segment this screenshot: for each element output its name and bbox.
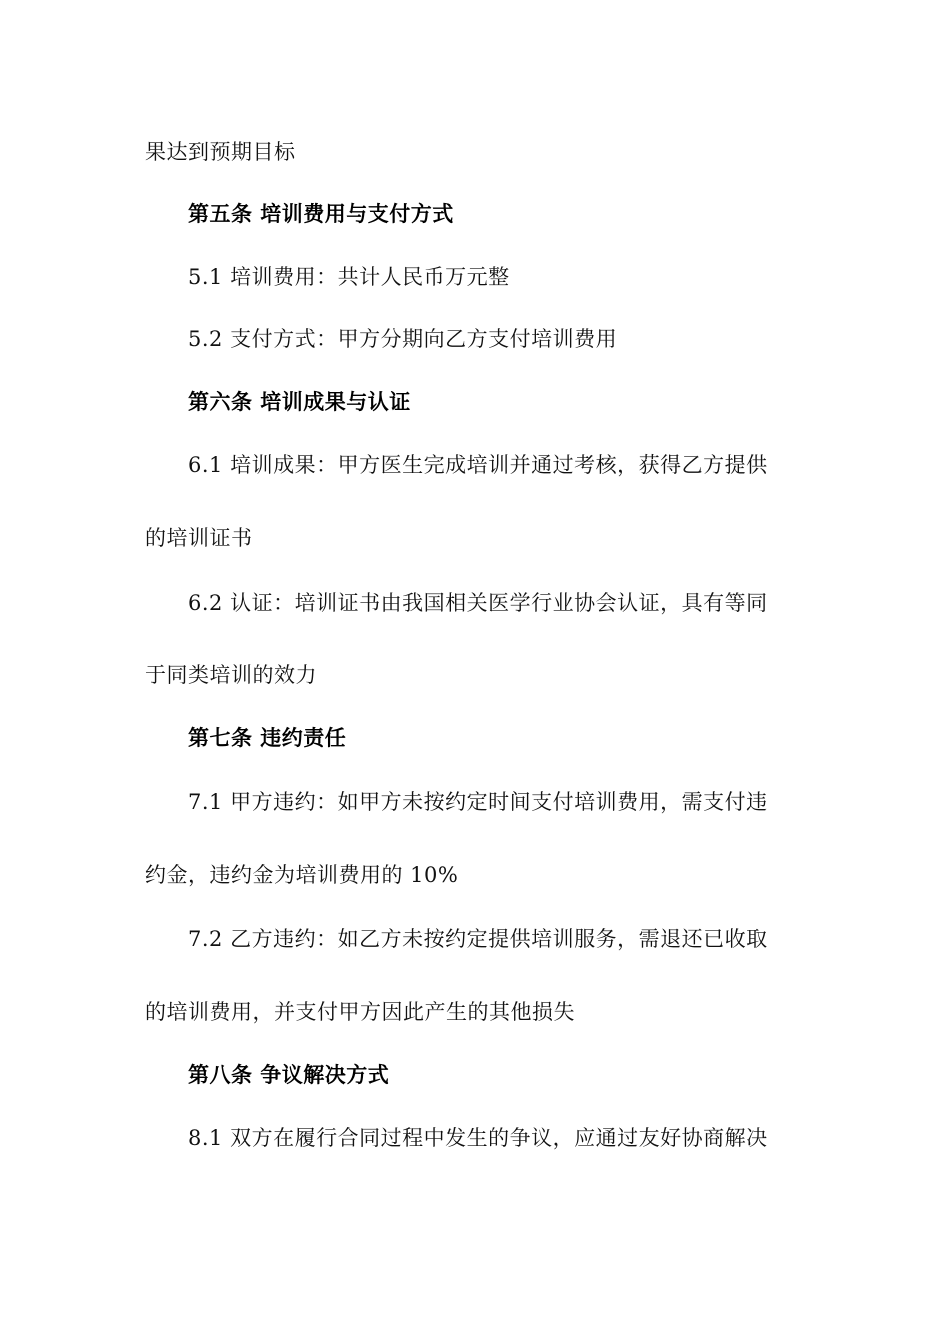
clause-5-2: 5.2 支付方式：甲方分期向乙方支付培训费用 [188, 327, 618, 351]
article-5-heading: 第五条 培训费用与支付方式 [188, 202, 454, 226]
clause-7-2: 7.2 乙方违约：如乙方未按约定提供培训服务，需退还已收取 [188, 927, 768, 951]
paragraph-continuation: 果达到预期目标 [145, 140, 296, 164]
clause-6-2-continuation: 于同类培训的效力 [145, 663, 317, 687]
article-8-heading: 第八条 争议解决方式 [188, 1063, 390, 1087]
article-7-heading: 第七条 违约责任 [188, 726, 347, 750]
clause-8-1: 8.1 双方在履行合同过程中发生的争议，应通过友好协商解决 [188, 1126, 768, 1150]
clause-7-2-continuation: 的培训费用，并支付甲方因此产生的其他损失 [145, 1000, 575, 1024]
clause-7-1-continuation: 约金，违约金为培训费用的 10% [145, 863, 459, 887]
clause-6-1: 6.1 培训成果：甲方医生完成培训并通过考核，获得乙方提供 [188, 453, 768, 477]
clause-6-2: 6.2 认证：培训证书由我国相关医学行业协会认证，具有等同 [188, 591, 768, 615]
clause-7-1: 7.1 甲方违约：如甲方未按约定时间支付培训费用，需支付违 [188, 790, 768, 814]
clause-5-1: 5.1 培训费用：共计人民币万元整 [188, 265, 510, 289]
clause-6-1-continuation: 的培训证书 [145, 526, 253, 550]
article-6-heading: 第六条 培训成果与认证 [188, 390, 411, 414]
